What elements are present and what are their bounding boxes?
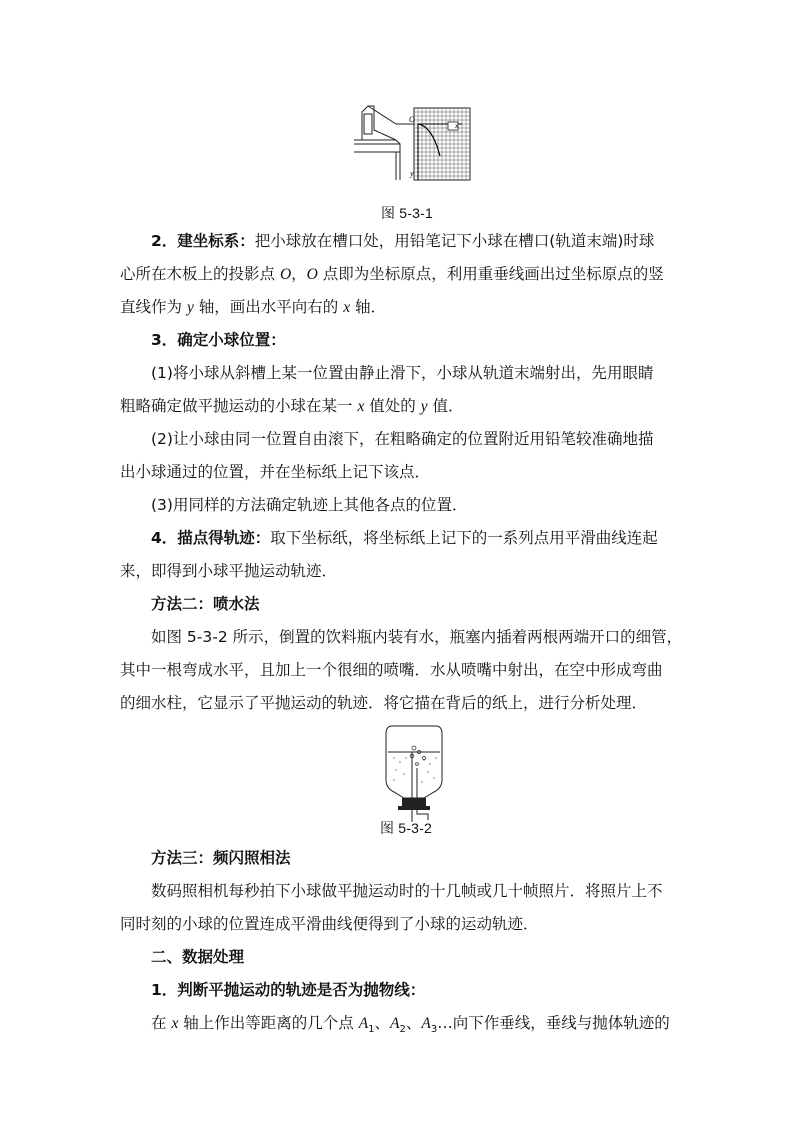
fig1-label-o: O <box>409 115 415 124</box>
figure-5-3-1 <box>352 100 474 186</box>
section-2-title: 2．建坐标系： <box>151 232 255 250</box>
method-2-title: 方法二：喷水法 <box>151 595 260 613</box>
figure-5-3-2 <box>384 722 444 830</box>
step-3-1-line-1: (1)将小球从斜槽上某一位置由静止滑下，小球从轨道末端射出，先用眼睛 <box>151 364 654 382</box>
method-3-line-1: 数码照相机每秒拍下小球做平抛运动时的十几帧或几十帧照片．将照片上不 <box>151 882 663 900</box>
method-3-line-2: 同时刻的小球的位置连成平滑曲线便得到了小球的运动轨迹． <box>120 915 539 933</box>
section-3-title: 3．确定小球位置： <box>151 331 286 349</box>
figure-caption-2: 图 5-3-2 <box>380 820 432 836</box>
step-3-2-line-2: 出小球通过的位置，并在坐标纸上记下该点． <box>120 463 431 481</box>
method-2-line-3: 的细水柱，它显示了平抛运动的轨迹．将它描在背后的纸上，进行分析处理． <box>120 694 648 712</box>
fig1-label-x: x <box>455 122 459 130</box>
section-data-processing-title: 二、数据处理 <box>151 948 245 966</box>
section-4-title: 4．描点得轨迹： <box>151 529 271 547</box>
method-2-line-1: 如图 5-3-2 所示，倒置的饮料瓶内装有水，瓶塞内插着两根两端开口的细管， <box>151 628 683 646</box>
step-3-3-line-1: (3)用同样的方法确定轨迹上其他各点的位置． <box>151 496 468 514</box>
method-3-title: 方法三：频闪照相法 <box>151 849 291 867</box>
step-3-2-line-1: (2)让小球由同一位置自由滚下，在粗略确定的位置附近用铅笔较准确地描 <box>151 430 654 448</box>
paragraph-4-line-2: 来，即得到小球平抛运动轨迹． <box>120 562 338 580</box>
paragraph-2-line-1: 2．建坐标系：把小球放在槽口处，用铅笔记下小球在槽口(轨道末端)时球 <box>151 232 655 250</box>
figure-caption-1: 图 5-3-1 <box>381 205 433 221</box>
paragraph-4-line-1: 4．描点得轨迹：取下坐标纸，将坐标纸上记下的一系列点用平滑曲线连起 <box>151 529 658 547</box>
step-3-1-line-2: 粗略确定做平抛运动的小球在某一 x 值处的 y 值． <box>120 397 464 415</box>
method-2-line-2: 其中一根弯成水平，且加上一个很细的喷嘴．水从喷嘴中射出，在空中形成弯曲 <box>120 661 663 679</box>
data-1-title: 1．判断平抛运动的轨迹是否为抛物线： <box>151 981 426 999</box>
data-1-line-1: 在 x 轴上作出等距离的几个点 $A_1$、$A_2$、$A_3\dots$向下作垂线，垂线与抛体轨迹的 <box>151 1014 670 1036</box>
fig1-label-y: y <box>410 169 414 178</box>
paragraph-2-line-2: 心所在木板上的投影点 O，O 点即为坐标原点，利用重垂线画出过坐标原点的竖 <box>120 265 664 283</box>
paragraph-2-line-3: 直线作为 y 轴，画出水平向右的 x 轴． <box>120 298 387 316</box>
